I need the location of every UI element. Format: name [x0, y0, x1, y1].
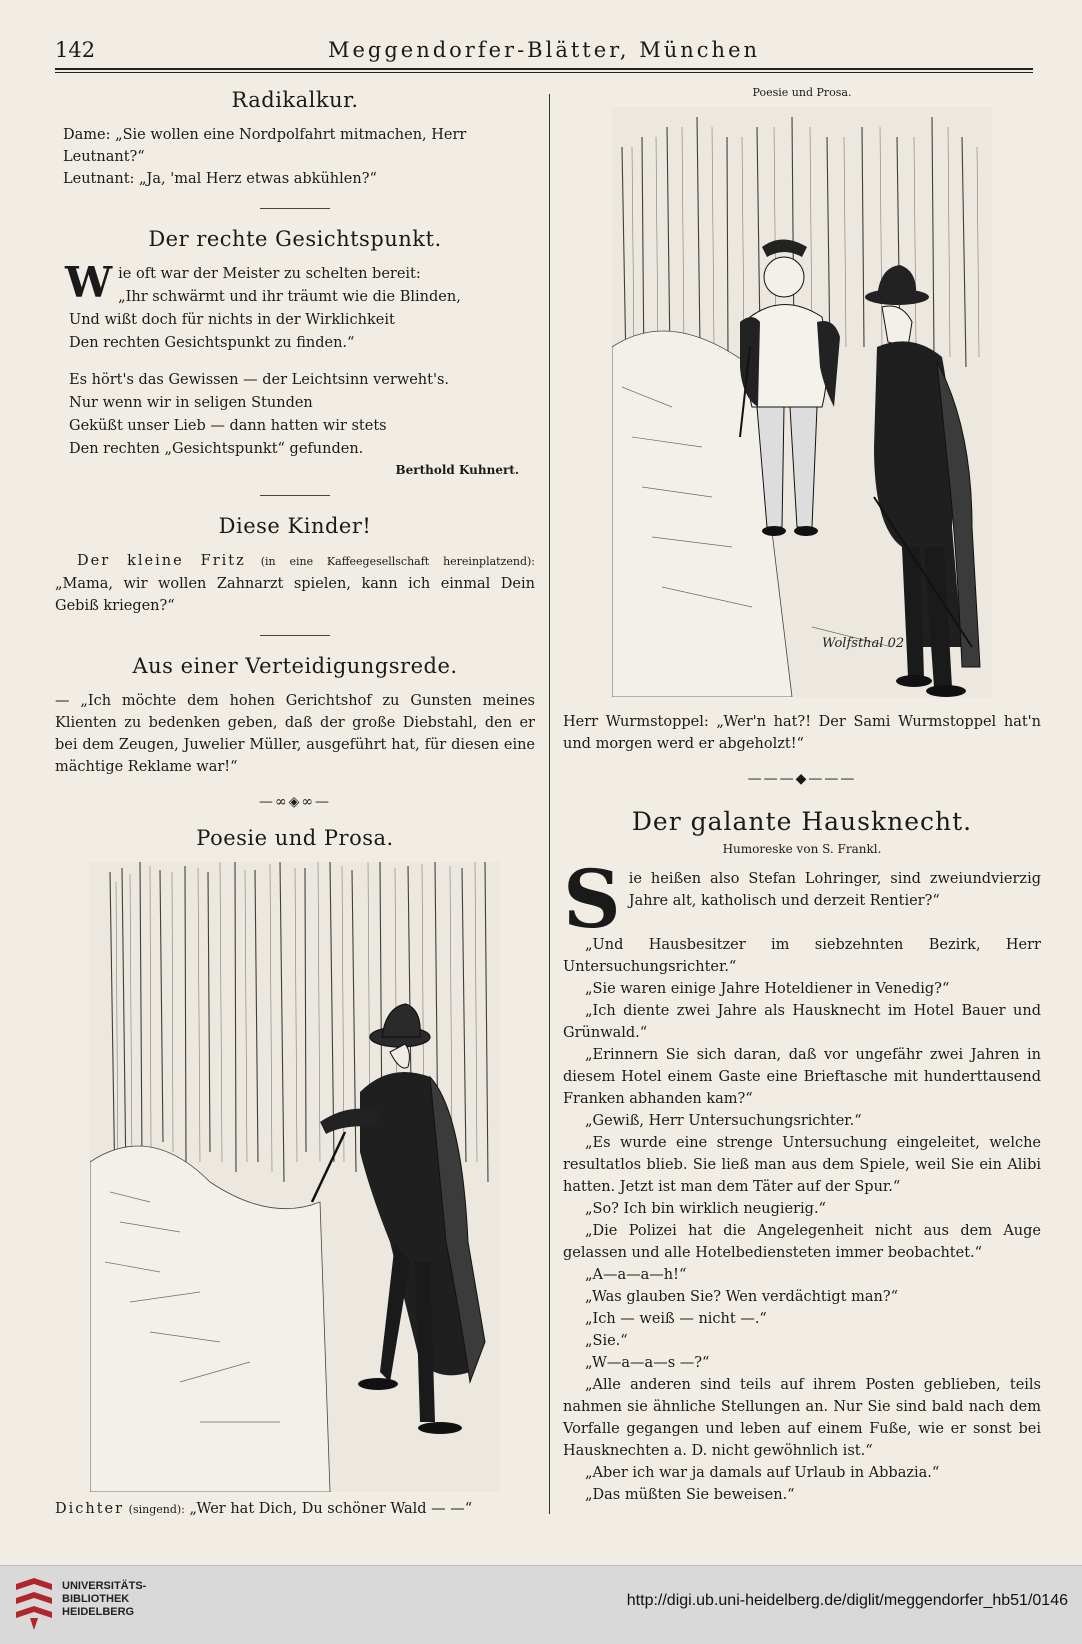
- verse-line: Den rechten Gesichtspunkt zu finden.“: [69, 335, 355, 351]
- drop-cap: S: [563, 852, 621, 946]
- article-text: — „Ich möchte dem hohen Gerichtshof zu Gunsten meines Klienten zu bedenken geben, daß der große Diebstahl, den er bei dem Zeugen, Juwelier Müller, ausgeführt hat, für diesen eine mächtige Reklame war!“: [55, 693, 535, 775]
- article-gesichtspunkt: [55, 227, 535, 477]
- story-paragraph: „Erinnern Sie sich daran, daß vor ungefähr zwei Jahren in diesem Hotel einem Gaste eine Brieftasche mit hunderttausend Franken abhanden kam?“: [563, 1047, 1041, 1107]
- story-paragraph: „Die Polizei hat die Angelegenheit nicht aus dem Auge gelassen und alle Hotelbediensteten immer beobachtet.“: [563, 1223, 1041, 1261]
- story-paragraph: ie heißen also Stefan Lohringer, sind zweiundvierzig Jahre alt, katholisch und derzeit Rentier?“: [628, 871, 1041, 909]
- story-paragraph: „Und Hausbesitzer im siebzehnten Bezirk, Herr Untersuchungsrichter.“: [563, 937, 1041, 975]
- author-name: Berthold Kuhnert.: [395, 463, 519, 477]
- column-divider: [549, 94, 550, 1514]
- story-paragraph: „Sie.“: [585, 1333, 628, 1349]
- right-column: [563, 82, 1041, 1506]
- article-title: Der galante Hausknecht.: [631, 807, 973, 836]
- verse-line: „Ihr schwärmt und ihr träumt wie die Blinden,: [118, 289, 461, 305]
- running-head: Meggendorfer-Blätter, München: [327, 38, 761, 62]
- speaker: Der kleine Fritz: [77, 553, 246, 569]
- ornament: —∞◈∞—: [258, 794, 332, 810]
- dialog-line: Leutnant: „Ja, 'mal Herz etwas abkühlen?“: [63, 171, 377, 187]
- verse-line: Geküßt unser Lieb — dann hatten wir stets: [69, 418, 387, 434]
- story-paragraph: „W—a—a—s —?“: [585, 1355, 710, 1371]
- page-number: 142: [55, 38, 96, 62]
- library-name: [62, 1580, 146, 1619]
- article-poesie-left: [55, 826, 535, 1521]
- article-title: Poesie und Prosa.: [196, 826, 394, 850]
- article-title: Der rechte Gesichtspunkt.: [148, 227, 442, 251]
- dialog-text: „Wer hat Dich, Du schöner Wald — —“: [189, 1501, 473, 1517]
- verse-line: Nur wenn wir in seligen Stunden: [69, 395, 313, 411]
- verse-line: Den rechten „Gesichtspunkt“ gefunden.: [69, 441, 364, 457]
- article-title: Radikalkur.: [231, 88, 359, 112]
- section-rule: [260, 635, 330, 636]
- verse-line: ie oft war der Meister zu schelten bereit:: [118, 266, 421, 282]
- page-header: [55, 38, 1033, 66]
- library-footer: [0, 1565, 1082, 1644]
- left-column: [55, 82, 535, 1521]
- story-paragraph: „Gewiß, Herr Untersuchungsrichter.“: [585, 1113, 862, 1129]
- verse-line: Und wißt doch für nichts in der Wirklichkeit: [69, 312, 395, 328]
- illustration-title: Poesie und Prosa.: [752, 86, 852, 99]
- article-title: Aus einer Verteidigungsrede.: [132, 654, 458, 678]
- article-title: Diese Kinder!: [218, 514, 372, 538]
- story-paragraph: „Es wurde eine strenge Untersuchung eingeleitet, welche resultatlos blieb. Sie ließ man aus dem Spiele, weil Sie ein Alibi hatten. Jetzt ist man dem Täter auf der Spur.“: [563, 1135, 1041, 1195]
- story-paragraph: „Alle anderen sind teils auf ihrem Posten geblieben, teils nahmen sie ähnliche Stellungen an. Nur Sie sind bald nach dem Vorfalle gegangen und leben auf einem Fuße, wie er sonst bei Hausknechten a. D. nicht gewöhnlich ist.“: [563, 1377, 1041, 1459]
- verse-line: Es hört's das Gewissen — der Leichtsinn verweht's.: [69, 372, 450, 388]
- story-paragraph: „Ich diente zwei Jahre als Hausknecht im Hotel Bauer und Grünwald.“: [563, 1003, 1041, 1041]
- story-paragraph: „Was glauben Sie? Wen verdächtigt man?“: [585, 1289, 899, 1305]
- section-rule: [260, 495, 330, 496]
- story-paragraph: „So? Ich bin wirklich neugierig.“: [585, 1201, 826, 1217]
- speaker: Dichter: [55, 1501, 125, 1517]
- illustration-poet-in-forest: [90, 862, 500, 1492]
- article-radikalkur: [55, 88, 535, 190]
- stage-direction: (in eine Kaffeegesellschaft hereinplatzend):: [260, 555, 536, 568]
- ornament: ———◆———: [747, 771, 857, 787]
- article-verteidigung: [55, 654, 535, 778]
- story-paragraph: „A—a—a—h!“: [585, 1267, 687, 1283]
- illustration-caption: [55, 1498, 535, 1521]
- story-paragraph: „Aber ich war ja damals auf Urlaub in Abbazia.“: [585, 1465, 940, 1481]
- header-rule-thin: [55, 72, 1033, 73]
- dialog-text: „Mama, wir wollen Zahnarzt spielen, kann ich einmal Dein Gebiß kriegen?“: [55, 576, 535, 614]
- library-name-line: UNIVERSITÄTS-: [62, 1580, 147, 1592]
- stage-direction: (singend):: [128, 1503, 185, 1516]
- library-name-line: BIBLIOTHEK: [62, 1593, 130, 1605]
- story-paragraph: „Sie waren einige Jahre Hoteldiener in Venedig?“: [585, 981, 950, 997]
- article-text: [55, 550, 535, 617]
- article-galante-hausknecht: [563, 807, 1041, 1506]
- artist-signature: Wolfsthal 02: [822, 636, 905, 651]
- dialog-line: Dame: „Sie wollen eine Nordpolfahrt mitmachen, Herr Leutnant?“: [63, 127, 467, 165]
- drop-cap: W: [65, 258, 113, 307]
- header-rule: [55, 68, 1033, 70]
- illustration-caption: Herr Wurmstoppel: „Wer'n hat?! Der Sami Wurmstoppel hat'n und morgen werd er abgeholzt!“: [563, 714, 1041, 752]
- section-rule: [260, 208, 330, 209]
- library-name-line: HEIDELBERG: [62, 1606, 135, 1618]
- story-paragraph: „Das müßten Sie beweisen.“: [585, 1487, 795, 1503]
- story-paragraph: „Ich — weiß — nicht —.“: [585, 1311, 767, 1327]
- story-opening: [563, 852, 1041, 946]
- illustration-two-men-in-forest: [612, 107, 992, 697]
- article-kinder: [55, 514, 535, 617]
- article-subtitle: Humoreske von S. Frankl.: [722, 842, 882, 856]
- library-logo-icon[interactable]: [12, 1576, 56, 1632]
- source-url-link[interactable]: http://digi.ub.uni-heidelberg.de/diglit/meggendorfer_hb51/0146: [626, 1592, 1068, 1609]
